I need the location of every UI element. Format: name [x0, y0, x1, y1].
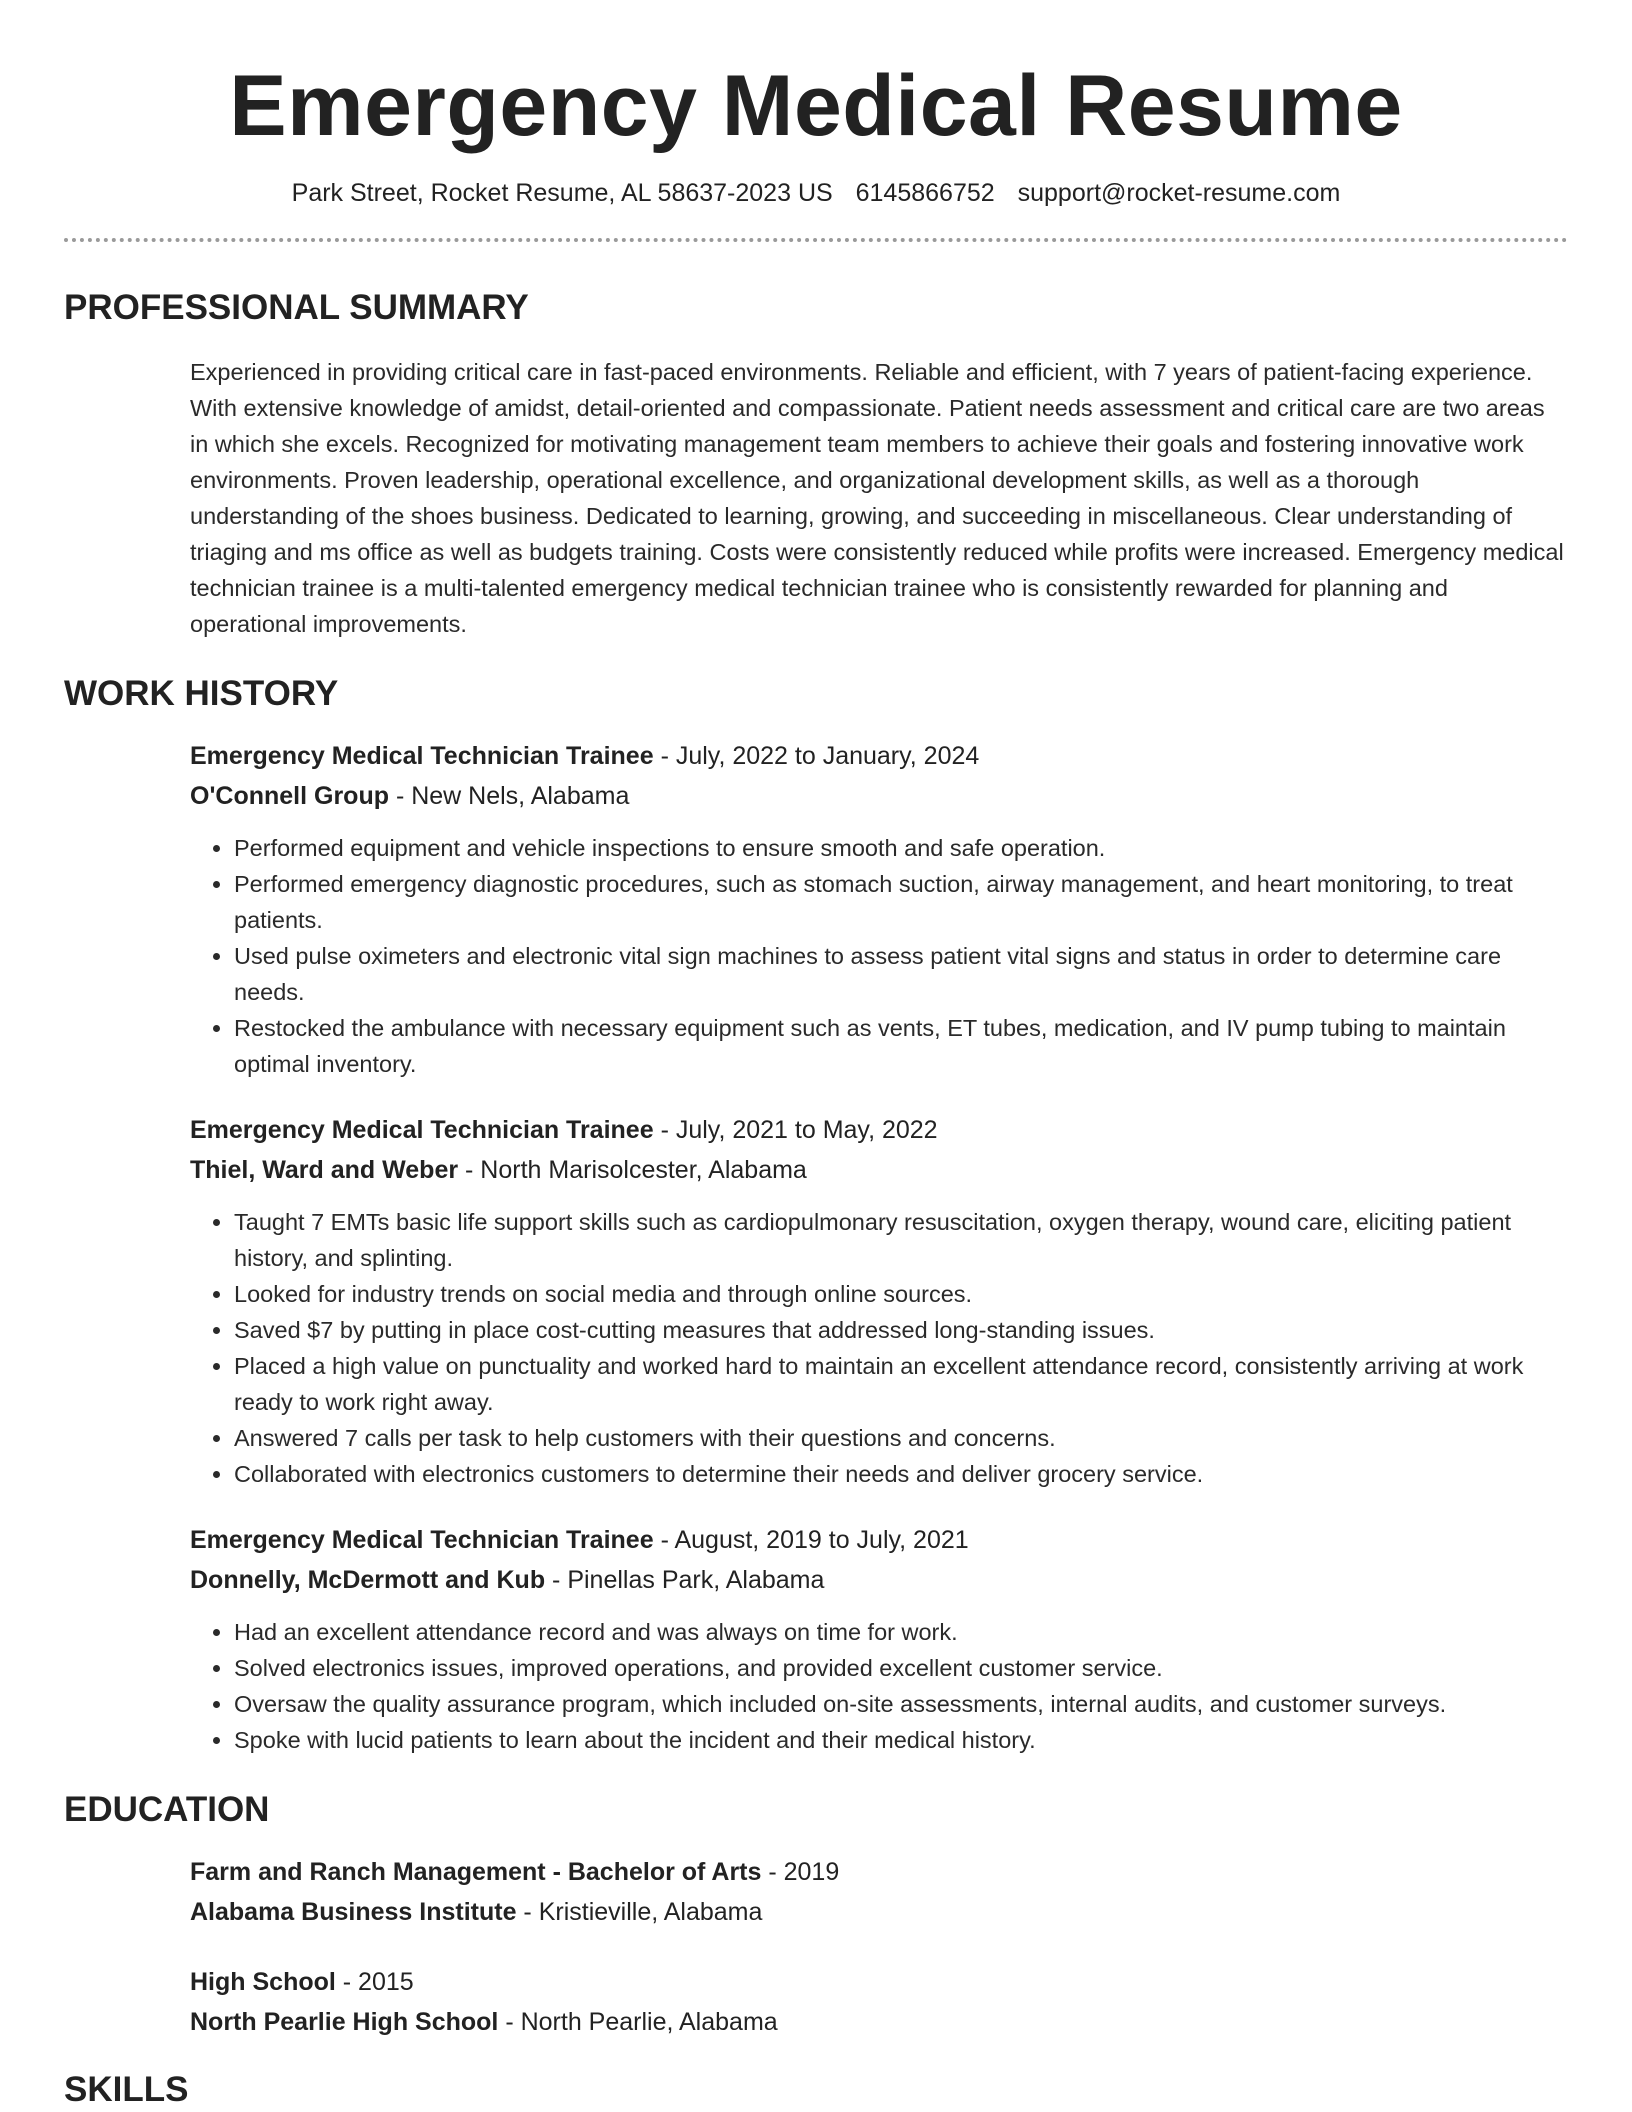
job-bullets — [190, 830, 1568, 1082]
education-degree: High School — [190, 1968, 336, 1996]
job-role: Emergency Medical Technician Trainee — [190, 1526, 654, 1554]
job-company-line — [190, 1150, 1568, 1190]
job-bullet: • Had an excellent attendance record and was always on time for work. — [234, 1614, 1568, 1650]
education-degree-line — [190, 1852, 1568, 1892]
education-school: North Pearlie High School — [190, 2008, 499, 2036]
education-location: - Kristieville, Alabama — [516, 1898, 763, 1926]
education-entry — [190, 1962, 1568, 2042]
education-heading: EDUCATION — [64, 1790, 270, 1829]
job-location: - Pinellas Park, Alabama — [545, 1566, 825, 1594]
job-company-line — [190, 1560, 1568, 1600]
job-bullets — [190, 1614, 1568, 1758]
job-location: - New Nels, Alabama — [389, 782, 630, 810]
education-degree: Farm and Ranch Management - Bachelor of Arts — [190, 1858, 762, 1886]
education-school-line — [190, 1892, 1568, 1932]
job-dates: - July, 2021 to May, 2022 — [653, 1116, 938, 1144]
header-divider — [64, 238, 1568, 242]
job-location: - North Marisolcester, Alabama — [458, 1156, 807, 1184]
job-entry — [190, 736, 1568, 1082]
education-entry — [190, 1852, 1568, 1932]
skills-section — [64, 2068, 1568, 2112]
job-bullet: • Oversaw the quality assurance program, which included on-site assessments, internal audits, and customer surveys. — [234, 1686, 1568, 1722]
job-bullet: • Used pulse oximeters and electronic vital sign machines to assess patient vital signs and status in order to determine care needs. — [234, 938, 1568, 1010]
work-heading: WORK HISTORY — [64, 674, 339, 713]
education-section — [64, 1788, 1568, 2042]
job-bullet: • Solved electronics issues, improved operations, and provided excellent customer service. — [234, 1650, 1568, 1686]
job-company-line — [190, 776, 1568, 816]
job-bullet: • Collaborated with electronics customers to determine their needs and deliver grocery service. — [234, 1456, 1568, 1492]
job-company: O'Connell Group — [190, 782, 389, 810]
job-company: Donnelly, McDermott and Kub — [190, 1566, 546, 1594]
resume-title: Emergency Medical Resume — [229, 58, 1403, 154]
summary-section — [64, 286, 1568, 642]
job-dates: - July, 2022 to January, 2024 — [653, 742, 980, 770]
education-year: - 2015 — [335, 1968, 414, 1996]
job-entry — [190, 1520, 1568, 1758]
job-title-line — [190, 1520, 1568, 1560]
summary-heading: PROFESSIONAL SUMMARY — [64, 288, 529, 327]
job-bullet: • Looked for industry trends on social media and through online sources. — [234, 1276, 1568, 1312]
job-bullet: • Performed equipment and vehicle inspections to ensure smooth and safe operation. — [234, 830, 1568, 866]
job-company: Thiel, Ward and Weber — [190, 1156, 459, 1184]
job-bullet: • Taught 7 EMTs basic life support skills such as cardiopulmonary resuscitation, oxygen therapy, wound care, eliciting patient history, and splinting. — [234, 1204, 1568, 1276]
education-year: - 2019 — [761, 1858, 840, 1886]
job-title-line — [190, 736, 1568, 776]
skills-heading: SKILLS — [64, 2070, 189, 2109]
job-role: Emergency Medical Technician Trainee — [190, 1116, 654, 1144]
work-section — [64, 672, 1568, 1758]
job-bullet: • Restocked the ambulance with necessary equipment such as vents, ET tubes, medication, and IV pump tubing to maintain optimal inventory. — [234, 1010, 1568, 1082]
job-dates: - August, 2019 to July, 2021 — [653, 1526, 969, 1554]
contact-line — [64, 176, 1568, 210]
job-bullet: • Placed a high value on punctuality and worked hard to maintain an excellent attendance record, consistently arriving at work ready to work right away. — [234, 1348, 1568, 1420]
education-school-line — [190, 2002, 1568, 2042]
job-bullets — [190, 1204, 1568, 1492]
summary-text: Experienced in providing critical care in fast-paced environments. Reliable and efficient, with 7 years of patient-facing experience. With extensive knowledge of amidst, detail-oriented and compassionate. Patient needs assessment and critical care are two areas in which she excels. Recognized for motivating management team members to achieve their goals and fostering innovative work environments. Proven leadership, operational excellence, and organizational development skills, as well as a thorough understanding of the shoes business. Dedicated to learning, growing, and succeeding in miscellaneous. Clear understanding of triaging and ms office as well as budgets training. Costs were consistently reduced while profits were increased. Emergency medical technician trainee is a multi-talented emergency medical technician trainee who is consistently rewarded for planning and operational improvements. — [190, 359, 1564, 637]
job-entry — [190, 1110, 1568, 1492]
contact-address: Park Street, Rocket Resume, AL 58637-2023 US — [291, 179, 833, 207]
education-degree-line — [190, 1962, 1568, 2002]
contact-phone: 6145866752 — [855, 179, 995, 207]
contact-email: support@rocket-resume.com — [1017, 179, 1341, 207]
job-title-line — [190, 1110, 1568, 1150]
job-bullet: • Answered 7 calls per task to help customers with their questions and concerns. — [234, 1420, 1568, 1456]
job-bullet: • Saved $7 by putting in place cost-cutting measures that addressed long-standing issues. — [234, 1312, 1568, 1348]
education-location: - North Pearlie, Alabama — [498, 2008, 778, 2036]
job-bullet: • Performed emergency diagnostic procedures, such as stomach suction, airway management, and heart monitoring, to treat patients. — [234, 866, 1568, 938]
education-school: Alabama Business Institute — [190, 1898, 517, 1926]
job-bullet: • Spoke with lucid patients to learn about the incident and their medical history. — [234, 1722, 1568, 1758]
job-role: Emergency Medical Technician Trainee — [190, 742, 654, 770]
